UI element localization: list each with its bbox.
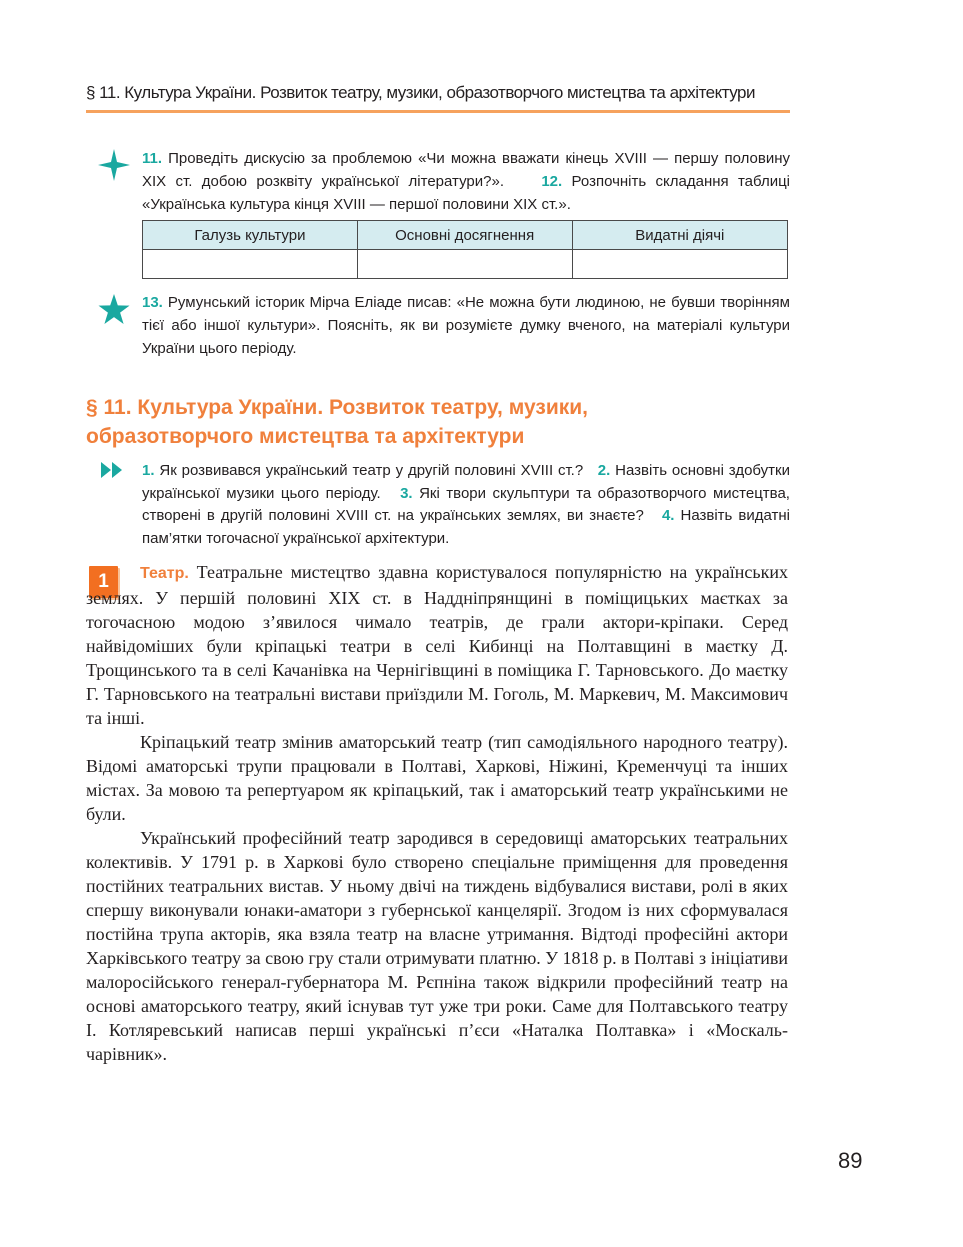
table-header-field: Галузь культури xyxy=(143,221,358,250)
task-number-11: 11. xyxy=(142,150,163,167)
question-number-1: 1. xyxy=(142,462,155,479)
table-header-figures: Видатні діячі xyxy=(572,221,787,250)
paragraph-1 xyxy=(86,560,788,730)
main-text xyxy=(86,560,788,1066)
question-text-2: Назвіть основні здобутки української музики цього періоду. xyxy=(142,462,790,502)
task-number-12: 12. xyxy=(541,173,563,190)
four-point-star-icon xyxy=(98,149,130,181)
task-number-13: 13. xyxy=(142,294,163,311)
subsection-term: Театр. xyxy=(140,565,189,582)
section-title-line-1: § 11. Культура України. Розвиток театру, музики, xyxy=(86,396,588,419)
paragraph-2: Кріпацький театр змінив аматорський театр (тип самодіяльного народного театру). Відомі аматорські трупи працювали в Полтаві, Харкові, Ніжині, Кременчуці та інших містах. За мовою та репертуаром як кріпацький, так і аматорський театр українськими не були. xyxy=(86,732,788,824)
section-title xyxy=(86,393,786,451)
tasks-11-12 xyxy=(142,147,790,216)
section-title-line-2: образотворчого мистецтва та архітектури xyxy=(86,425,525,448)
question-number-3: 3. xyxy=(400,484,413,502)
task-text-13: Румунський історик Мірча Еліаде писав: «Не можна бути людиною, не бувши творінням тієї або іншої культури». Поясніть, як ви розумієте думку вченого, на матеріалі культури України цього періоду. xyxy=(142,294,790,357)
table-row xyxy=(143,250,788,279)
page-number: 89 xyxy=(838,1148,863,1173)
table-header-row xyxy=(143,221,788,250)
task-text-11: Проведіть дискусію за проблемою «Чи можна вважати кінець XVIII — першу половину XIX ст. добою розквіту української літератури?». xyxy=(142,150,790,190)
table-cell xyxy=(143,250,358,279)
review-questions xyxy=(142,460,790,550)
paragraph-1-text: Театральне мистецтво здавна користувалося популярністю на українських землях. У першій половині XIX ст. в Наддніпрянщині в поміщицьких маєтках за тогочасною модою з’явилося чимало театрів, де грали актори-кріпаки. Серед найвідоміших були кріпацькі театри в селі Кибинці на Полтавщині в маєтку Д. Трощинського та в селі Качанівка на Чернігівщині в поміщика Г. Тарновського. До маєтку Г. Тарновського на театральні вистави приїздили М. Гоголь, М. Маркевич, М. Максимович та інші. xyxy=(86,562,788,728)
table-cell xyxy=(572,250,787,279)
question-number-2: 2. xyxy=(597,462,611,479)
table-header-achievements: Основні досягнення xyxy=(357,221,572,250)
question-text-4: Назвіть видатні пам’ятки тогочасної української архітектури. xyxy=(142,507,790,547)
header-rule xyxy=(86,110,790,113)
subsection-number-badge: 1 xyxy=(89,566,118,598)
question-text-1: Як розвивався український театр у другій половині XVIII ст.? xyxy=(159,462,584,479)
table-cell xyxy=(357,250,572,279)
question-text-3: Які твори скульптури та образотворчого мистецтва, створені в другій половині XVIII ст. на українських землях, ви знаєте? xyxy=(142,484,790,524)
star-icon xyxy=(98,294,130,325)
task-text-12: Розпочніть складання таблиці «Українська культура кінця XVIII — першої половини XIX ст.». xyxy=(142,173,790,213)
paragraph-3: Український професійний театр зародився в середовищі аматорських театральних колективів. У 1791 р. в Харкові було створено спеціальне приміщення для проведення постійних театральних вистав. У ньому двічі на тиждень відбувалися вистави, ролі в яких спершу виконували юнаки-аматори з губернської канцелярії. Згодом із них сформувалася постійна трупа акторів, яка взяла театр на власне утримання. Відтоді професійні актори Харківського театру за свою гру стали отримувати платню. У 1818 р. в Полтаві з ініціативи малоросійського генерал-губернатора М. Рєпніна також відкрили професійний театр на основі аматорського театру, який існував тут уже три роки. Саме для Полтавського театру І. Котляревський написав перші українські п’єси «Наталка Полтавка» і «Москаль-чарівник». xyxy=(86,828,788,1064)
task-13 xyxy=(142,291,790,360)
question-number-4: 4. xyxy=(661,507,675,524)
double-arrow-icon xyxy=(101,462,123,478)
culture-table xyxy=(142,220,788,279)
running-header: § 11. Культура України. Розвиток театру, музики, образотворчого мистецтва та архітектури xyxy=(86,83,755,102)
